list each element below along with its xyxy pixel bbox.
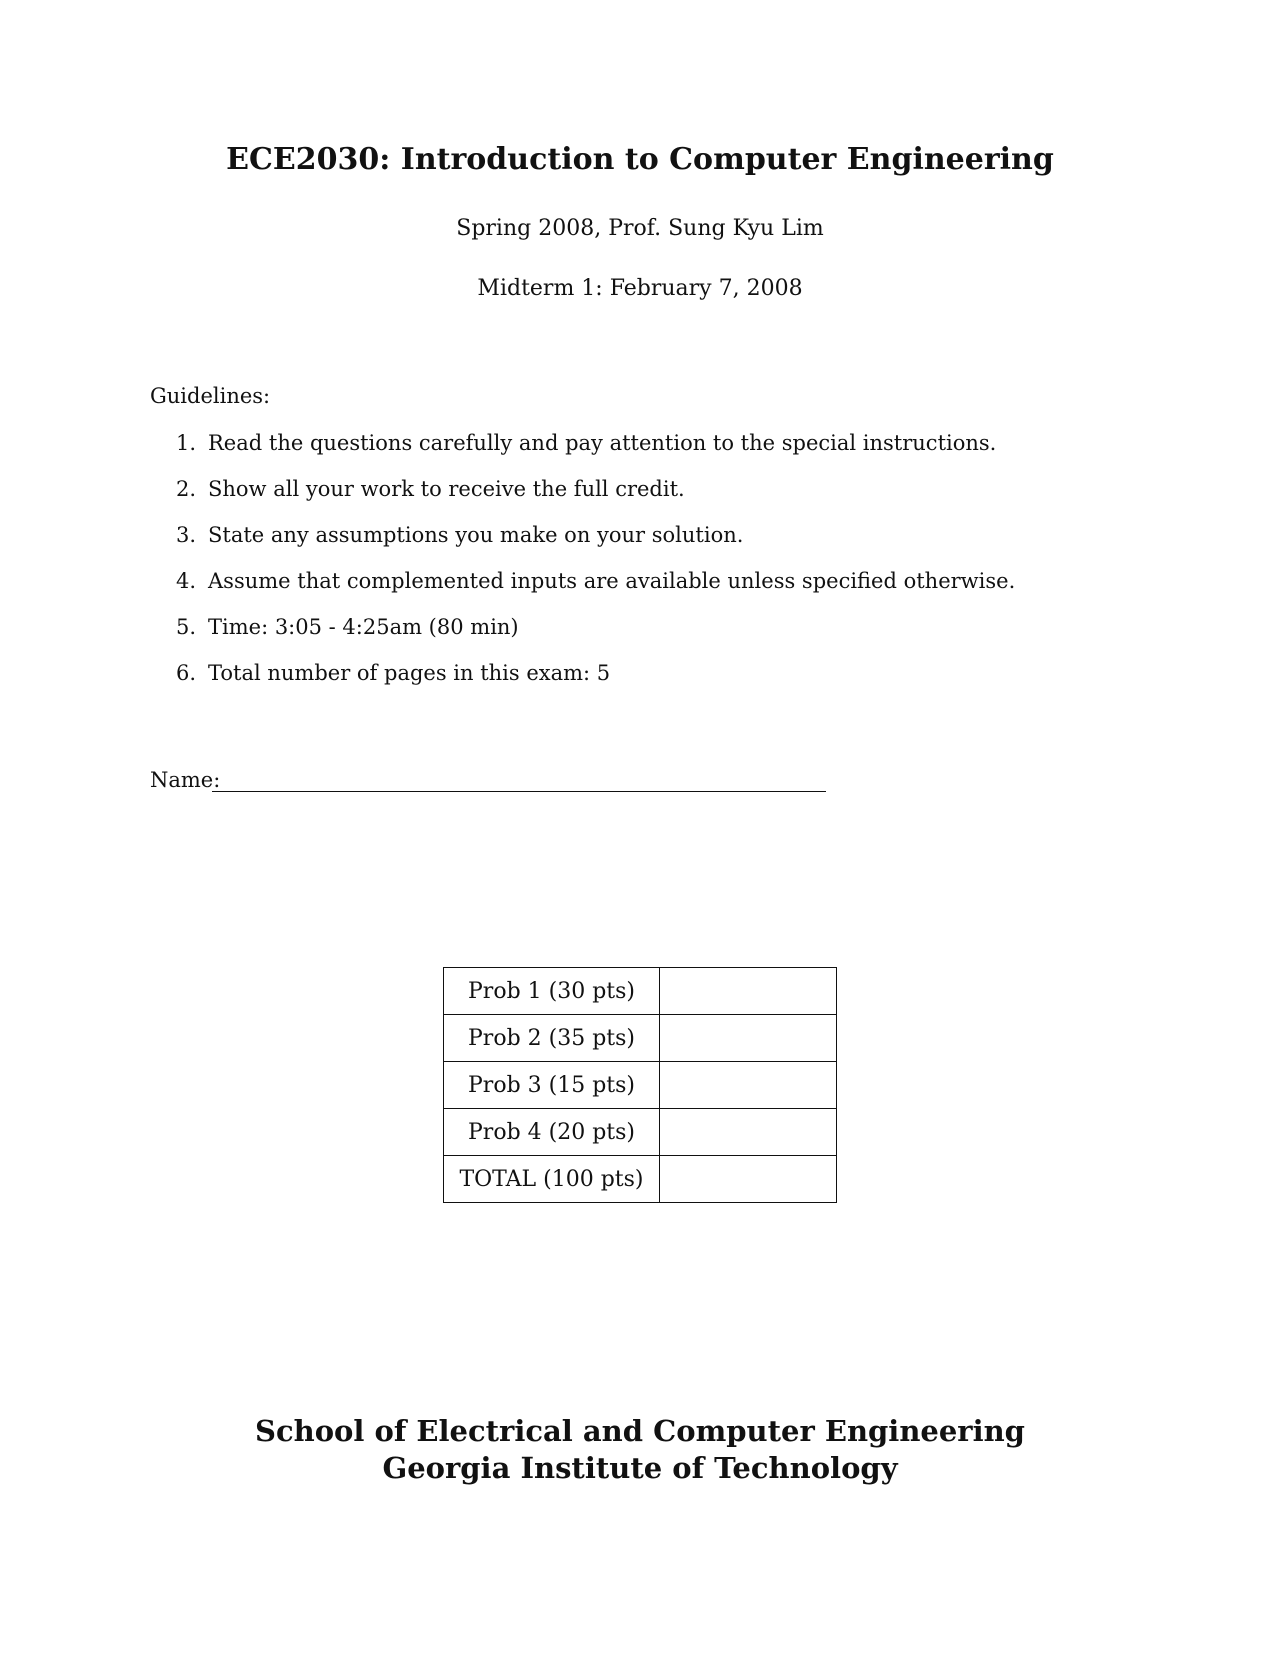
guideline-number: 4. — [176, 569, 197, 593]
guideline-number: 5. — [176, 615, 197, 639]
score-cell[interactable] — [660, 968, 837, 1015]
total-score-cell[interactable] — [660, 1156, 837, 1203]
score-cell[interactable] — [660, 1015, 837, 1062]
guideline-text: Show all your work to receive the full credit. — [208, 477, 685, 501]
guideline-item — [176, 660, 1015, 706]
name-row — [150, 768, 220, 792]
guideline-item — [176, 522, 1015, 568]
course-term: Spring 2008, Prof. Sung Kyu Lim — [456, 216, 824, 241]
guideline-item — [176, 476, 1015, 522]
guidelines-list — [176, 430, 1015, 706]
guideline-number: 3. — [176, 523, 197, 547]
problem-label: Prob 2 (35 pts) — [444, 1015, 660, 1062]
institute-name: Georgia Institute of Technology — [382, 1451, 898, 1485]
guideline-text: Time: 3:05 - 4:25am (80 min) — [208, 615, 519, 639]
table-row — [444, 1062, 837, 1109]
exam-date: Midterm 1: February 7, 2008 — [477, 276, 803, 301]
guideline-text: Assume that complemented inputs are available unless specified otherwise. — [208, 569, 1016, 593]
score-cell[interactable] — [660, 1109, 837, 1156]
guideline-item — [176, 614, 1015, 660]
guideline-text: Read the questions carefully and pay attention to the special instructions. — [208, 431, 997, 455]
guideline-number: 2. — [176, 477, 197, 501]
total-label: TOTAL (100 pts) — [444, 1156, 660, 1203]
school-name: School of Electrical and Computer Engineering — [255, 1414, 1025, 1448]
problem-label: Prob 4 (20 pts) — [444, 1109, 660, 1156]
table-row — [444, 1015, 837, 1062]
guideline-number: 1. — [176, 431, 197, 455]
guideline-item — [176, 568, 1015, 614]
table-row — [444, 1109, 837, 1156]
guidelines-heading: Guidelines: — [150, 384, 271, 408]
guideline-number: 6. — [176, 661, 197, 685]
guideline-item — [176, 430, 1015, 476]
exam-title: ECE2030: Introduction to Computer Engineering — [226, 142, 1054, 177]
guideline-text: Total number of pages in this exam: 5 — [208, 661, 611, 685]
name-field[interactable] — [212, 791, 826, 792]
score-cell[interactable] — [660, 1062, 837, 1109]
guideline-text: State any assumptions you make on your solution. — [208, 523, 744, 547]
problem-label: Prob 1 (30 pts) — [444, 968, 660, 1015]
table-row — [444, 1156, 837, 1203]
problem-label: Prob 3 (15 pts) — [444, 1062, 660, 1109]
score-table — [443, 967, 837, 1203]
name-label: Name: — [150, 768, 221, 792]
table-row — [444, 968, 837, 1015]
